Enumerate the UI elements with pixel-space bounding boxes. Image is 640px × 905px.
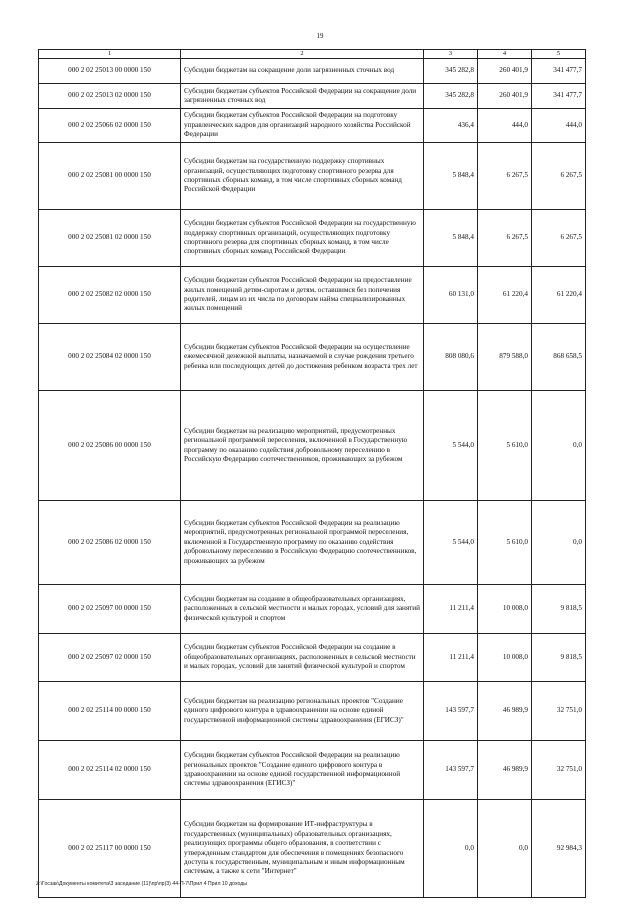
budget-code-cell: 000 2 02 25081 02 0000 150 [39, 210, 181, 267]
description-cell: Субсидии бюджетам субъектов Российской Федерации на осуществление ежемесячной денежной выплаты, назначаемой в случае рождения третьего ребенка или последующих детей до достижения ребенком возраста трех лет [181, 324, 424, 391]
value-col-3-cell: 808 080,6 [424, 324, 478, 391]
value-col-3-cell: 5 544,0 [424, 501, 478, 585]
value-col-3-cell: 143 597,7 [424, 682, 478, 741]
budget-code-cell: 000 2 02 25066 02 0000 150 [39, 109, 181, 143]
value-col-5-cell: 61 220,4 [532, 267, 586, 324]
value-col-3-cell: 5 848,4 [424, 143, 478, 210]
value-col-5-cell: 32 751,0 [532, 741, 586, 800]
value-col-5-cell: 6 267,5 [532, 210, 586, 267]
value-col-4-cell: 0,0 [478, 800, 532, 898]
table-row [39, 324, 586, 391]
table-row [39, 143, 586, 210]
value-col-3-cell: 11 211,4 [424, 634, 478, 682]
table-row [39, 682, 586, 741]
value-col-3-cell: 11 211,4 [424, 585, 478, 634]
budget-code-cell: 000 2 02 25013 02 0000 150 [39, 84, 181, 109]
value-col-4-cell: 6 267,5 [478, 210, 532, 267]
description-cell: Субсидии бюджетам на создание в общеобразовательных организациях, расположенных в сельской местности и малых городах, условий для занятий физической культурой и спортом [181, 585, 424, 634]
value-col-5-cell: 92 984,3 [532, 800, 586, 898]
value-col-3-cell: 436,4 [424, 109, 478, 143]
table-row [39, 109, 586, 143]
header-col-3: 3 [424, 50, 478, 59]
budget-table [38, 49, 586, 898]
value-col-5-cell: 9 818,5 [532, 634, 586, 682]
description-cell: Субсидии бюджетам субъектов Российской Федерации на реализацию региональных проектов "Создание единого цифрового контура в здравоохранении на основе единой государственной информационной системы здравоохранения (ЕГИСЗ)" [181, 741, 424, 800]
value-col-4-cell: 260 401,9 [478, 84, 532, 109]
description-cell: Субсидии бюджетам на сокращение доли загрязненных сточных вод [181, 59, 424, 84]
value-col-4-cell: 6 267,5 [478, 143, 532, 210]
table-row [39, 741, 586, 800]
description-cell: Субсидии бюджетам субъектов Российской Федерации на предоставление жилых помещений детям-сиротам и детям, оставшимся без попечения родителей, лицам из их числа по договорам найма специализированных жилых помещений [181, 267, 424, 324]
value-col-3-cell: 60 131,0 [424, 267, 478, 324]
page-number: 19 [316, 32, 324, 40]
value-col-5-cell: 9 818,5 [532, 585, 586, 634]
table-header-row [39, 50, 586, 59]
budget-code-cell: 000 2 02 25084 02 0000 150 [39, 324, 181, 391]
description-cell: Субсидии бюджетам на формирование ИТ-инфраструктуры в государственных (муниципальных) образовательных организациях, реализующих программы общего образования, в соответствии с утвержденным стандартом для обеспечения в помещениях безопасного доступа к государственным, муниципальным и иным информационным системам, а также к сети "Интернет" [181, 800, 424, 898]
table-body [39, 59, 586, 898]
header-col-5: 5 [532, 50, 586, 59]
value-col-5-cell: 341 477,7 [532, 84, 586, 109]
value-col-5-cell: 868 658,5 [532, 324, 586, 391]
description-cell: Субсидии бюджетам субъектов Российской Федерации на государственную поддержку спортивных организаций, осуществляющих подготовку спортивного резерва для спортивных сборных команд, в том числе спортивных сборных команд Российской Федерации [181, 210, 424, 267]
budget-code-cell: 000 2 02 25097 02 0000 150 [39, 634, 181, 682]
budget-code-cell: 000 2 02 25013 00 0000 150 [39, 59, 181, 84]
value-col-3-cell: 5 544,0 [424, 391, 478, 501]
budget-code-cell: 000 2 02 25081 00 0000 150 [39, 143, 181, 210]
description-cell: Субсидии бюджетам субъектов Российской Федерации на реализацию мероприятий, предусмотренных региональной программой переселения, включенной в Государственную программу по оказанию содействия добровольному переселению в Российскую Федерацию соотечественников, проживающих за рубежом [181, 501, 424, 585]
description-cell: Субсидии бюджетам субъектов Российской Федерации на сокращение доли загрязненных сточных вод [181, 84, 424, 109]
table-row [39, 634, 586, 682]
table-row [39, 585, 586, 634]
value-col-5-cell: 0,0 [532, 391, 586, 501]
budget-code-cell: 000 2 02 25086 00 0000 150 [39, 391, 181, 501]
table-row [39, 391, 586, 501]
value-col-4-cell: 444,0 [478, 109, 532, 143]
value-col-3-cell: 345 282,8 [424, 59, 478, 84]
budget-code-cell: 000 2 02 25086 02 0000 150 [39, 501, 181, 585]
description-cell: Субсидии бюджетам на реализацию региональных проектов "Создание единого цифрового контура в здравоохранении на основе единой государственной информационной системы здравоохранения (ЕГИСЗ)" [181, 682, 424, 741]
value-col-4-cell: 46 989,9 [478, 741, 532, 800]
budget-code-cell: 000 2 02 25117 00 0000 150 [39, 800, 181, 898]
budget-code-cell: 000 2 02 25114 00 0000 150 [39, 682, 181, 741]
value-col-4-cell: 879 588,0 [478, 324, 532, 391]
value-col-4-cell: 5 610,0 [478, 391, 532, 501]
budget-code-cell: 000 2 02 25097 00 0000 150 [39, 585, 181, 634]
value-col-4-cell: 46 989,9 [478, 682, 532, 741]
value-col-5-cell: 6 267,5 [532, 143, 586, 210]
table-row [39, 84, 586, 109]
table-row [39, 267, 586, 324]
value-col-3-cell: 345 282,8 [424, 84, 478, 109]
value-col-3-cell: 5 848,4 [424, 210, 478, 267]
value-col-3-cell: 0,0 [424, 800, 478, 898]
table-row [39, 59, 586, 84]
description-cell: Субсидии бюджетам субъектов Российской Федерации на подготовку управленческих кадров для организаций народного хозяйства Российской Федерации [181, 109, 424, 143]
value-col-4-cell: 5 610,0 [478, 501, 532, 585]
budget-code-cell: 000 2 02 25114 02 0000 150 [39, 741, 181, 800]
value-col-5-cell: 341 477,7 [532, 59, 586, 84]
value-col-5-cell: 444,0 [532, 109, 586, 143]
value-col-4-cell: 260 401,9 [478, 59, 532, 84]
description-cell: Субсидии бюджетам на реализацию мероприятий, предусмотренных региональной программой переселения, включенной в Государственную программу по оказанию содействия добровольному переселению в Российскую Федерацию соотечественников, проживающих за рубежом [181, 391, 424, 501]
value-col-4-cell: 10 008,0 [478, 585, 532, 634]
value-col-5-cell: 0,0 [532, 501, 586, 585]
description-cell: Субсидии бюджетам субъектов Российской Федерации на создание в общеобразовательных организациях, расположенных в сельской местности и малых городах, условий для занятий физической культурой и спортом [181, 634, 424, 682]
value-col-4-cell: 61 220,4 [478, 267, 532, 324]
value-col-5-cell: 32 751,0 [532, 682, 586, 741]
table-row [39, 210, 586, 267]
file-path-footer: Z:\Госзак\Документы комитета\3 заседание (11)\пр\пр(3) 44-П-7\Прил 4 Прил 10 доходы [36, 881, 248, 887]
value-col-4-cell: 10 008,0 [478, 634, 532, 682]
header-col-4: 4 [478, 50, 532, 59]
table-row [39, 501, 586, 585]
header-col-1: 1 [39, 50, 181, 59]
description-cell: Субсидии бюджетам на государственную поддержку спортивных организаций, осуществляющих подготовку спортивного резерва для спортивных сборных команд, в том числе спортивных сборных команд Российской Федерации [181, 143, 424, 210]
budget-code-cell: 000 2 02 25082 02 0000 150 [39, 267, 181, 324]
value-col-3-cell: 143 597,7 [424, 741, 478, 800]
header-col-2: 2 [181, 50, 424, 59]
